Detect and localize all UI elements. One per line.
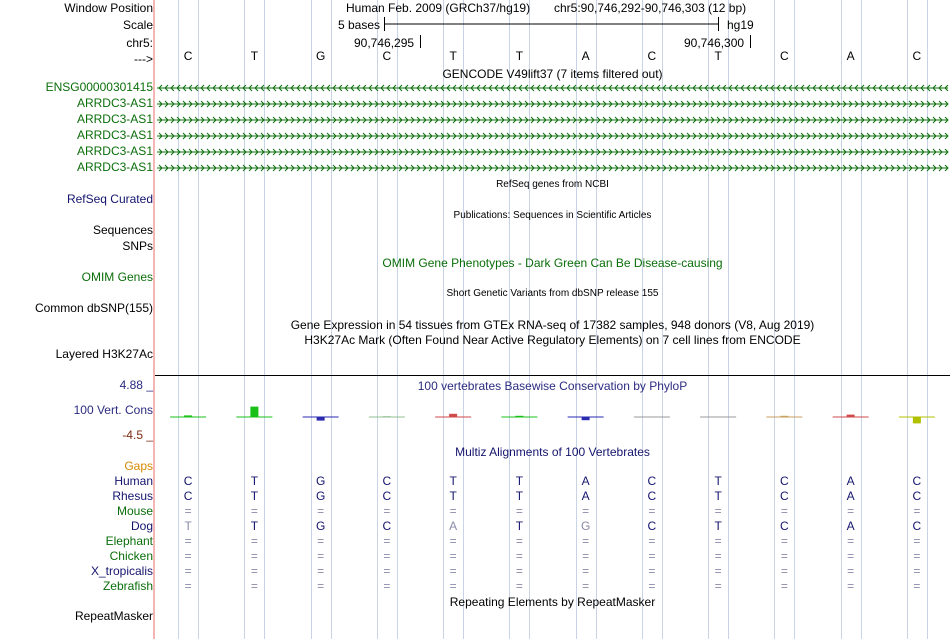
gencode-item-label[interactable]: ENSG00000301415 [45,80,153,94]
cons-label[interactable]: 100 Vert. Cons [73,403,153,417]
alignment-base: = [913,579,921,593]
alignment-base: T [250,474,259,488]
alignment-base: = [317,549,325,563]
alignment-base: = [582,549,590,563]
gtex-title[interactable]: Gene Expression in 54 tissues from GTEx RNA-seq of 17382 samples, 948 donors (V8, Aug 2019) [290,318,815,332]
strand-label[interactable]: ---> [134,52,153,66]
conservation-bar [582,417,590,420]
alignment-base: C [912,489,922,503]
alignment-base: = [449,549,457,563]
sequence-base: A [846,49,855,63]
alignment-base: A [846,519,855,533]
sequence-base: C [183,49,193,63]
species-label[interactable]: Dog [130,519,153,533]
alignment-base: = [847,504,855,518]
alignment-base: = [515,534,523,548]
alignment-base: = [913,504,921,518]
alignment-base: T [449,489,457,503]
alignment-base: T [250,519,259,533]
alignment-base: = [780,579,788,593]
alignment-base: T [515,474,524,488]
gaps-label[interactable]: Gaps [124,459,153,473]
h3k27ac-label[interactable]: Layered H3K27Ac [55,347,153,361]
alignment-base: T [714,474,722,488]
sequence-base: T [449,49,457,63]
conservation-bar [449,414,457,417]
cons-min: -4.5 _ [122,428,153,442]
alignment-base: = [847,549,855,563]
multiz-title[interactable]: Multiz Alignments of 100 Vertebrates [455,445,650,459]
alignment-base: A [581,489,590,503]
alignment-base: = [383,534,391,548]
alignment-base: = [317,504,325,518]
alignment-base: = [515,549,523,563]
alignment-base: = [317,534,325,548]
alignment-base: C [780,519,789,533]
dbsnp-label[interactable]: Common dbSNP(155) [34,301,153,315]
alignment-base: = [714,534,722,548]
scale-bar [155,15,950,55]
species-label[interactable]: Chicken [109,549,153,563]
alignment-base: G [315,489,326,503]
snps-label[interactable]: SNPs [122,239,153,253]
conservation-bar [913,417,921,423]
alignment-base: = [714,579,722,593]
alignment-base: T [184,519,192,533]
alignment-base: = [317,564,325,578]
alignment-base: C [647,519,657,533]
alignment-base: T [515,519,524,533]
species-label[interactable]: Zebrafish [102,579,153,593]
species-label[interactable]: Mouse [116,504,153,518]
alignment-base: = [582,534,590,548]
alignment-base: = [383,579,391,593]
alignment-base: G [580,519,591,533]
position-text: chr5:90,746,292-90,746,303 (12 bp) [554,1,747,15]
alignment-base: = [383,504,391,518]
alignment-base: = [780,534,788,548]
cons-max: 4.88 _ [119,378,153,392]
species-label[interactable]: Elephant [105,534,153,548]
alignment-base: = [582,504,590,518]
alignment-base: = [449,534,457,548]
sequence-base: T [714,49,722,63]
gencode-item-label[interactable]: ARRDC3-AS1 [76,112,153,126]
alignment-base: = [184,549,192,563]
publications-title[interactable]: Publications: Sequences in Scientific Articles [453,210,652,221]
alignment-base: = [250,549,258,563]
alignment-base: C [183,489,193,503]
conservation-bar [317,417,325,421]
coord-left: 90,746,295 [354,36,415,50]
alignment-base: C [912,474,922,488]
sequence-base: T [250,49,259,63]
alignment-base: = [582,579,590,593]
alignment-base: C [382,474,392,488]
alignment-base: T [714,519,722,533]
sequence-base: G [315,49,326,63]
species-label[interactable]: X_tropicalis [90,564,153,578]
window-position-label: Window Position [64,1,153,15]
alignment-base: C [647,474,657,488]
conservation-bar [515,416,523,417]
scale-text: 5 bases [338,18,381,32]
gencode-item-label[interactable]: ARRDC3-AS1 [76,128,153,142]
alignment-base: = [913,534,921,548]
alignment-base: C [912,519,922,533]
alignment-base: A [846,489,855,503]
alignment-base: G [315,519,326,533]
omim-label[interactable]: OMIM Genes [81,270,153,284]
alignment-base: = [250,504,258,518]
alignment-base: T [714,489,722,503]
refseq-title[interactable]: RefSeq genes from NCBI [496,179,609,190]
gencode-title[interactable]: GENCODE V49lift37 (7 items filtered out) [442,67,663,81]
chrom-label: chr5: [126,36,153,50]
sequence-base: T [515,49,524,63]
alignment-base: = [780,564,788,578]
scale-label: Scale [122,18,153,32]
alignment-base: = [714,504,722,518]
conservation-bar [780,416,788,417]
alignment-base: = [317,579,325,593]
gencode-track[interactable] [155,80,950,176]
h3k27ac-title[interactable]: H3K27Ac Mark (Often Found Near Active Regulatory Elements) on 7 cell lines from ENCODE [304,333,801,347]
assembly-text: Human Feb. 2009 (GRCh37/hg19) [346,1,531,15]
sequence-base: A [581,49,590,63]
alignment-base: = [515,564,523,578]
repeat-label[interactable]: RepeatMasker [74,609,153,623]
alignment-base: C [382,519,392,533]
alignment-base: = [714,549,722,563]
alignment-base: = [184,579,192,593]
conservation-bar [847,415,855,417]
alignment-base: = [250,534,258,548]
alignment-base: A [846,474,855,488]
alignment-base: C [382,489,392,503]
alignment-base: = [648,504,656,518]
species-label[interactable]: Rhesus [112,489,153,503]
repeat-title[interactable]: Repeating Elements by RepeatMasker [449,595,656,609]
h3k27ac-baseline [155,375,950,376]
alignment-base: = [648,549,656,563]
alignment-base: T [449,474,457,488]
alignment-base: = [383,549,391,563]
alignment-base: = [847,564,855,578]
refseq-label[interactable]: RefSeq Curated [66,192,153,206]
sequence-base: C [382,49,392,63]
conservation-bar [184,415,192,417]
alignment-base: G [315,474,326,488]
alignment-base: = [714,564,722,578]
alignment-base: = [184,564,192,578]
alignment-base: = [780,504,788,518]
alignment-base: = [780,549,788,563]
alignment-base: = [913,549,921,563]
alignment-base: = [648,564,656,578]
sequences-label[interactable]: Sequences [92,223,153,237]
alignment-base: = [913,564,921,578]
sequence-base: C [647,49,657,63]
conservation-bar [383,416,391,417]
alignment-base: = [648,534,656,548]
conservation-plot[interactable] [155,395,950,435]
db-text: hg19 [727,18,754,32]
alignment-base: C [647,489,657,503]
alignment-base: = [515,504,523,518]
alignment-base: A [449,519,458,533]
alignment-base: = [847,534,855,548]
phylop-title[interactable]: 100 vertebrates Basewise Conservation by PhyloP [417,379,688,393]
alignment-base: = [250,579,258,593]
alignment-base: = [383,564,391,578]
alignment-base: = [582,564,590,578]
alignment-base: = [184,504,192,518]
alignment-base: C [183,474,193,488]
alignment-base: = [449,579,457,593]
gencode-item-label[interactable]: ARRDC3-AS1 [76,144,153,158]
alignment-base: C [780,489,789,503]
alignment-base: = [648,579,656,593]
coord-right: 90,746,300 [684,36,745,50]
alignment-base: T [515,489,524,503]
alignment-base: = [250,564,258,578]
alignment-base: = [847,579,855,593]
sequence-base: C [780,49,789,63]
species-label[interactable]: Human [114,474,153,488]
sequence-base: C [912,49,922,63]
alignment-base: = [449,564,457,578]
alignment-base: T [250,489,259,503]
gencode-item-label[interactable]: ARRDC3-AS1 [76,160,153,174]
alignment-base: A [581,474,590,488]
alignment-base: C [780,474,789,488]
conservation-bar [250,407,258,417]
alignment-base: = [515,579,523,593]
alignment-base: = [449,504,457,518]
dbsnp-title[interactable]: Short Genetic Variants from dbSNP release 155 [446,288,659,299]
gencode-item-label[interactable]: ARRDC3-AS1 [76,96,153,110]
alignment-base: = [184,534,192,548]
omim-title[interactable]: OMIM Gene Phenotypes - Dark Green Can Be Disease-causing [382,256,723,270]
